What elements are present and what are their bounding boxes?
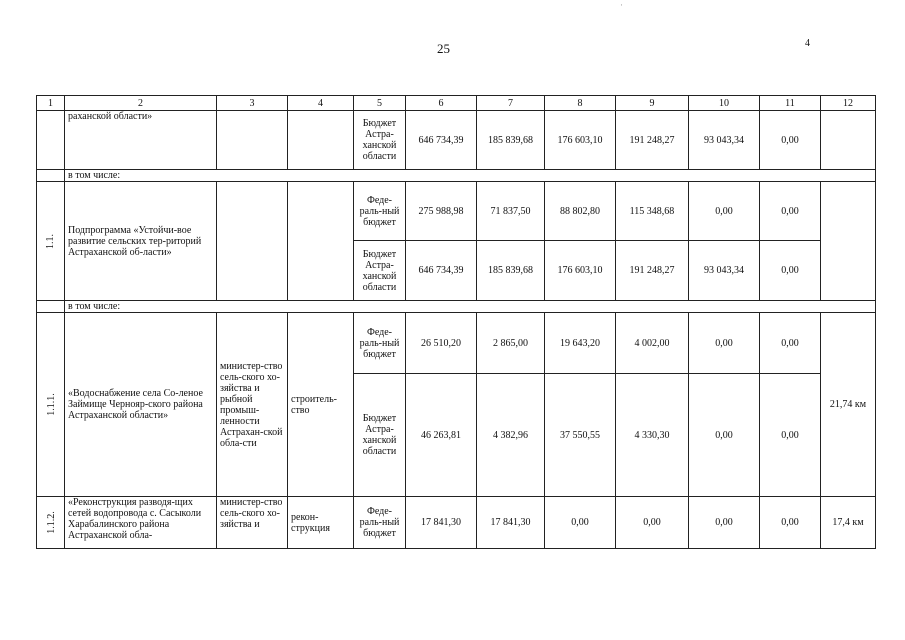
value-cell: 0,00 bbox=[689, 313, 760, 374]
value-cell: 0,00 bbox=[760, 111, 821, 170]
funding-source-cell: Бюджет Астра-ханской области bbox=[354, 241, 406, 301]
value-cell: 26 510,20 bbox=[406, 313, 477, 374]
scan-dot-mark: · bbox=[620, 0, 623, 10]
header-cell: 1 bbox=[37, 96, 65, 111]
header-row bbox=[37, 96, 876, 111]
header-cell: 6 bbox=[406, 96, 477, 111]
value-cell: 0,00 bbox=[545, 497, 616, 549]
id-cell bbox=[37, 301, 65, 313]
value-cell: 0,00 bbox=[689, 374, 760, 497]
work-type-cell: строитель-ство bbox=[288, 313, 354, 497]
value-cell: 46 263,81 bbox=[406, 374, 477, 497]
table-row bbox=[37, 497, 876, 549]
value-cell: 17 841,30 bbox=[406, 497, 477, 549]
funding-source-cell: Бюджет Астра-ханской области bbox=[354, 374, 406, 497]
header-cell: 4 bbox=[288, 96, 354, 111]
value-cell: 4 330,30 bbox=[616, 374, 689, 497]
row-id-cell: 1.1.2. bbox=[37, 497, 65, 549]
table-row bbox=[37, 111, 876, 170]
value-cell: 17 841,30 bbox=[477, 497, 545, 549]
id-cell bbox=[37, 111, 65, 170]
value-cell: 185 839,68 bbox=[477, 241, 545, 301]
value-cell: 37 550,55 bbox=[545, 374, 616, 497]
funding-source-cell: Феде-раль-ный бюджет bbox=[354, 182, 406, 241]
header-cell: 12 bbox=[821, 96, 876, 111]
length-cell: 17,4 км bbox=[821, 497, 876, 549]
value-cell: 185 839,68 bbox=[477, 111, 545, 170]
funding-source-cell: Бюджет Астра-ханской области bbox=[354, 111, 406, 170]
work-type-cell bbox=[288, 111, 354, 170]
value-cell: 191 248,27 bbox=[616, 241, 689, 301]
executor-cell bbox=[217, 111, 288, 170]
work-type-cell bbox=[288, 182, 354, 301]
value-cell: 4 382,96 bbox=[477, 374, 545, 497]
value-cell: 71 837,50 bbox=[477, 182, 545, 241]
work-type-cell: рекон-струкция bbox=[288, 497, 354, 549]
table-row bbox=[37, 313, 876, 374]
value-cell: 646 734,39 bbox=[406, 111, 477, 170]
header-cell: 10 bbox=[689, 96, 760, 111]
value-cell: 275 988,98 bbox=[406, 182, 477, 241]
value-cell: 19 643,20 bbox=[545, 313, 616, 374]
corner-mark: 4 bbox=[805, 38, 810, 49]
including-label: в том числе: bbox=[65, 301, 876, 313]
header-cell: 5 bbox=[354, 96, 406, 111]
funding-source-cell: Феде-раль-ный бюджет bbox=[354, 497, 406, 549]
value-cell: 4 002,00 bbox=[616, 313, 689, 374]
value-cell: 88 802,80 bbox=[545, 182, 616, 241]
length-cell bbox=[821, 182, 876, 301]
value-cell: 0,00 bbox=[760, 497, 821, 549]
value-cell: 0,00 bbox=[616, 497, 689, 549]
page-number: 25 bbox=[437, 41, 450, 56]
value-cell: 93 043,34 bbox=[689, 241, 760, 301]
program-funding-table bbox=[36, 95, 876, 549]
value-cell: 176 603,10 bbox=[545, 111, 616, 170]
length-cell bbox=[821, 111, 876, 170]
value-cell: 0,00 bbox=[760, 182, 821, 241]
including-label: в том числе: bbox=[65, 170, 876, 182]
executor-cell bbox=[217, 182, 288, 301]
length-cell: 21,74 км bbox=[821, 313, 876, 497]
table-row bbox=[37, 182, 876, 241]
header-cell: 7 bbox=[477, 96, 545, 111]
value-cell: 191 248,27 bbox=[616, 111, 689, 170]
id-cell bbox=[37, 170, 65, 182]
executor-cell: министер-ство сель-ского хо-зяйства и bbox=[217, 497, 288, 549]
value-cell: 2 865,00 bbox=[477, 313, 545, 374]
value-cell: 176 603,10 bbox=[545, 241, 616, 301]
value-cell: 93 043,34 bbox=[689, 111, 760, 170]
program-name-cell: раханской области» bbox=[65, 111, 217, 170]
header-cell: 3 bbox=[217, 96, 288, 111]
row-id-cell: 1.1. bbox=[37, 182, 65, 301]
project-name-cell: «Реконструкция разводя-щих сетей водопровода с. Сасыколи Харабалинского района Астраханской обла- bbox=[65, 497, 217, 549]
header-cell: 8 bbox=[545, 96, 616, 111]
executor-cell: министер-ство сель-ского хо-зяйства и рыбной промыш-ленности Астрахан-ской обла-сти bbox=[217, 313, 288, 497]
value-cell: 646 734,39 bbox=[406, 241, 477, 301]
project-name-cell: «Водоснабжение села Со-леное Займище Чернояр-ского района Астраханской области» bbox=[65, 313, 217, 497]
value-cell: 0,00 bbox=[689, 497, 760, 549]
value-cell: 115 348,68 bbox=[616, 182, 689, 241]
header-cell: 9 bbox=[616, 96, 689, 111]
value-cell: 0,00 bbox=[760, 241, 821, 301]
header-cell: 11 bbox=[760, 96, 821, 111]
subheader-row bbox=[37, 301, 876, 313]
value-cell: 0,00 bbox=[689, 182, 760, 241]
subheader-row bbox=[37, 170, 876, 182]
program-name-cell: Подпрограмма «Устойчи-вое развитие сельских тер-риторий Астраханской об-ласти» bbox=[65, 182, 217, 301]
funding-source-cell: Феде-раль-ный бюджет bbox=[354, 313, 406, 374]
header-cell: 2 bbox=[65, 96, 217, 111]
row-id-cell: 1.1.1. bbox=[37, 313, 65, 497]
value-cell: 0,00 bbox=[760, 313, 821, 374]
value-cell: 0,00 bbox=[760, 374, 821, 497]
